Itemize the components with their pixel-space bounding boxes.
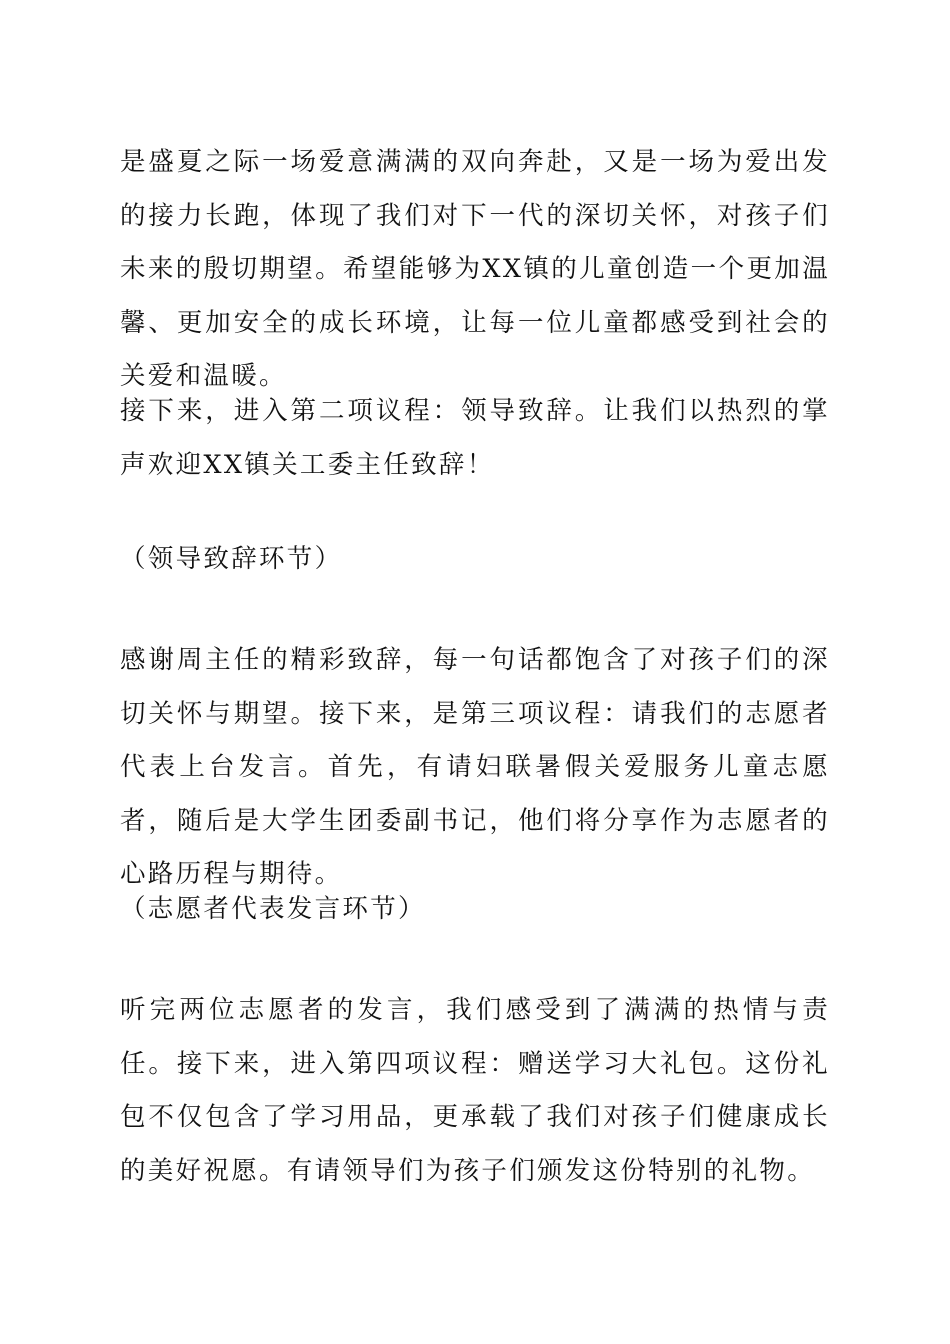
paragraph-agenda-leader-speech: 接下来，进入第二项议程：领导致辞。让我们以热烈的掌声欢迎XX镇关工委主任致辞！: [120, 396, 830, 480]
stage-note-leader-speech: （领导致辞环节）: [120, 544, 343, 574]
paragraph-opening-summary: 是盛夏之际一场爱意满满的双向奔赴，又是一场为爱出发的接力长跑，体现了我们对下一代的深切关怀，对孩子们未来的殷切期望。希望能够为XX镇的儿童创造一个更加温馨、更加安全的成长环境，让每一位儿童都感受到社会的关爱和温暖。: [120, 147, 830, 391]
stage-note-volunteer-speech: （志愿者代表发言环节）: [120, 894, 426, 924]
paragraph-agenda-volunteer-speech: 感谢周主任的精彩致辞，每一句话都饱含了对孩子们的深切关怀与期望。接下来，是第三项议程：请我们的志愿者代表上台发言。首先，有请妇联暑假关爱服务儿童志愿者，随后是大学生团委副书记，他们将分享作为志愿者的心路历程与期待。: [120, 645, 830, 889]
paragraph-agenda-gift-package: 听完两位志愿者的发言，我们感受到了满满的热情与责任。接下来，进入第四项议程：赠送学习大礼包。这份礼包不仅包含了学习用品，更承载了我们对孩子们健康成长的美好祝愿。有请领导们为孩子们颁发这份特别的礼物。: [120, 995, 830, 1186]
